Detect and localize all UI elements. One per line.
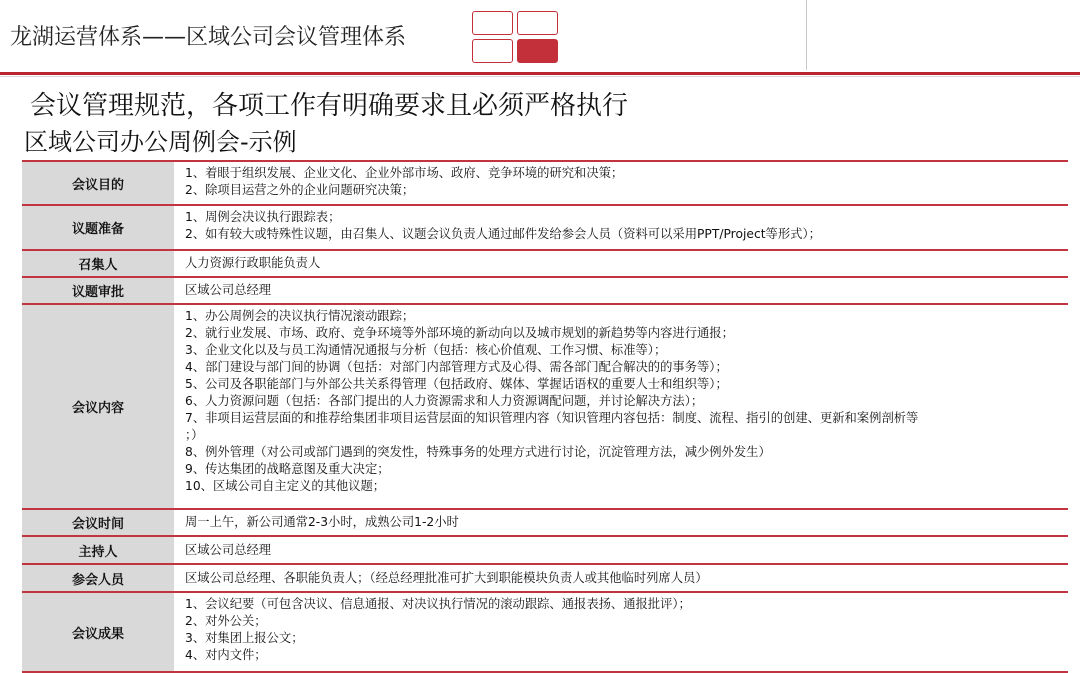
header-grey-rule bbox=[0, 76, 1080, 77]
content-line: ；） bbox=[185, 428, 204, 442]
content-line: 6、人力资源问题（包括：各部门提出的人力资源需求和人力资源调配问题，并讨论解决方法）； bbox=[185, 394, 704, 408]
content-line: 5、公司及各职能部门与外部公共关系得管理（包括政府、媒体、掌握话语权的重要人士和组织等）； bbox=[185, 377, 728, 391]
row-content bbox=[175, 162, 1068, 204]
table-row bbox=[22, 510, 1068, 537]
content-line: 人力资源行政职能负责人 bbox=[185, 256, 321, 270]
content-line: 4、对内文件； bbox=[185, 648, 267, 662]
row-content bbox=[175, 206, 1068, 249]
row-label: 会议目的 bbox=[22, 162, 175, 204]
row-label: 议题准备 bbox=[22, 206, 175, 249]
row-label: 会议成果 bbox=[22, 593, 175, 671]
logo-square bbox=[517, 11, 558, 35]
row-content bbox=[175, 593, 1068, 671]
row-content bbox=[175, 251, 1068, 276]
header-divider bbox=[806, 0, 807, 70]
table-row bbox=[22, 206, 1068, 251]
row-label: 会议内容 bbox=[22, 305, 175, 508]
content-line: 1、会议纪要（可包含决议、信息通报、对决议执行情况的滚动跟踪、通报表扬、通报批评）； bbox=[185, 597, 691, 611]
content-line: 2、除项目运营之外的企业问题研究决策； bbox=[185, 183, 415, 197]
meeting-rules-table bbox=[22, 160, 1068, 673]
content-line: 1、着眼于组织发展、企业文化、企业外部市场、政府、竞争环境的研究和决策； bbox=[185, 166, 624, 180]
content-line: 区域公司总经理 bbox=[185, 283, 272, 297]
table-row bbox=[22, 593, 1068, 673]
row-label: 主持人 bbox=[22, 537, 175, 563]
content-line: 9、传达集团的战略意图及重大决定； bbox=[185, 462, 390, 476]
table-row bbox=[22, 162, 1068, 206]
logo-square bbox=[472, 39, 513, 63]
table-row bbox=[22, 251, 1068, 278]
row-label: 召集人 bbox=[22, 251, 175, 276]
header-red-rule bbox=[0, 72, 1080, 75]
table-row bbox=[22, 305, 1068, 510]
content-line: 2、如有较大或特殊性议题，由召集人、议题会议负责人通过邮件发给参会人员（资料可以采用PPT/Project等形式）； bbox=[185, 227, 821, 241]
table-row bbox=[22, 537, 1068, 565]
table-row bbox=[22, 565, 1068, 593]
content-line: 区域公司总经理 bbox=[185, 542, 272, 557]
row-label: 议题审批 bbox=[22, 278, 175, 303]
row-label: 会议时间 bbox=[22, 510, 175, 535]
row-content bbox=[175, 510, 1068, 535]
row-content bbox=[175, 537, 1068, 563]
content-line: 3、企业文化以及与员工沟通情况通报与分析（包括：核心价值观、工作习惯、标准等）； bbox=[185, 343, 667, 357]
content-line: 4、部门建设与部门间的协调（包括：对部门内部管理方式及心得、需各部门配合解决的的事务等）； bbox=[185, 360, 728, 374]
row-content bbox=[175, 305, 1068, 508]
row-content bbox=[175, 565, 1068, 591]
content-line: 10、区域公司自主定义的其他议题； bbox=[185, 479, 386, 493]
logo-square-filled bbox=[517, 39, 558, 63]
content-line: 1、周例会决议执行跟踪表； bbox=[185, 210, 341, 224]
brand-logo-icon bbox=[472, 11, 558, 63]
row-label: 参会人员 bbox=[22, 565, 175, 591]
header-title: 龙湖运营体系——区域公司会议管理体系 bbox=[10, 25, 407, 50]
content-line: 2、对外公关； bbox=[185, 614, 267, 628]
content-line: 区域公司总经理、各职能负责人；（经总经理批准可扩大到职能模块负责人或其他临时列席人员） bbox=[185, 570, 708, 585]
main-heading: 会议管理规范，各项工作有明确要求且必须严格执行 bbox=[30, 91, 629, 121]
content-line: 3、对集团上报公文； bbox=[185, 631, 304, 645]
content-line: 7、非项目运营层面的和推荐给集团非项目运营层面的知识管理内容（知识管理内容包括：制度、流程、指引的创建、更新和案例剖析等 bbox=[185, 411, 919, 425]
logo-square bbox=[472, 11, 513, 35]
table-row bbox=[22, 278, 1068, 305]
content-line: 1、办公周例会的决议执行情况滚动跟踪； bbox=[185, 309, 415, 323]
content-line: 8、例外管理（对公司或部门遇到的突发性，特殊事务的处理方式进行讨论，沉淀管理方法，减少例外发生） bbox=[185, 445, 771, 459]
content-line: 2、就行业发展、市场、政府、竞争环境等外部环境的新动向以及城市规划的新趋势等内容进行通报； bbox=[185, 326, 734, 340]
content-line: 周一上午，新公司通常2-3小时，成熟公司1-2小时 bbox=[185, 515, 459, 529]
sub-heading: 区域公司办公周例会-示例 bbox=[24, 128, 297, 156]
row-content bbox=[175, 278, 1068, 303]
